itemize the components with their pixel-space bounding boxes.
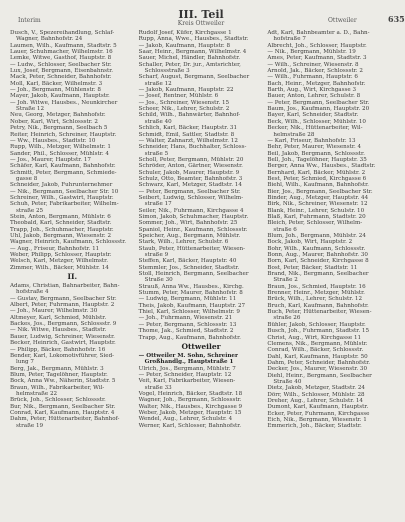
directory-entry: Blum, Peter, Tagelöhner, Hauptstr.: [10, 371, 108, 378]
directory-entry: Walter, Nik., Hausbes., Kirchgasse 9: [138, 403, 243, 410]
entry-continuation: Straße 40: [273, 378, 302, 385]
directory-entry: — Nik., Bergmann, Seelbacher Str. 10: [10, 188, 119, 195]
directory-entry: Stumm, Peter, Maurer, Bahnhofstr. 8: [138, 290, 243, 297]
entry-continuation: hofstraße 4: [16, 289, 49, 296]
entry-continuation: straße 9: [144, 252, 169, 259]
directory-entry: Bonn, Aug., Maurer, Bahnhofstr. 30: [267, 252, 368, 259]
directory-entry: Sommer, Joh., Wirt, Bahnhofstr. 25: [138, 220, 238, 227]
directory-entry: — Jakob, Kaufmann, Hauptstr. 8: [138, 42, 231, 49]
directory-entry: Schmitt, Peter, Bergmann, Schmiede-: [10, 169, 117, 176]
directory-entry: Schäfer, Karl, Kaufmann, Bahnhofstr.: [10, 163, 116, 170]
directory-entry: Behr, Peter, Maurer, Wiesenstr. 4: [267, 144, 362, 151]
directory-entry: Bernhard, Karl, Bäcker, Mühlstr. 2: [267, 169, 366, 176]
directory-entry: — Joh. Witwe, Hausbes., Neunkircher: [10, 99, 118, 106]
directory-entry: Decker, Jos., Maurer, Wiesenstr. 30: [267, 366, 368, 373]
directory-entry: Stark, Wilh., Lehrer, Schulstr. 6: [138, 239, 229, 246]
entry-column-3: [267, 30, 392, 430]
directory-entry: — Joh., Bergmann, Mühlenstr. 8: [10, 87, 101, 94]
entry-continuation: Straße 30: [144, 277, 173, 284]
entry-columns: [10, 30, 392, 430]
directory-entry: Schröder, Anton, Gärtner, Wiesenstr.: [138, 163, 243, 170]
section-heading: Ottweiler: [181, 341, 221, 351]
directory-entry: — Peter, Schneider, Hauptstr. 12: [138, 371, 232, 378]
directory-entry: Neu, Georg, Metzger, Bahnhofstr.: [10, 112, 106, 119]
directory-entry: Becker, Heinrich, Gastwirt, Hauptstr.: [10, 340, 116, 347]
directory-entry: Scheer, Nik., Lehrer, Schulstr. 2: [138, 106, 230, 113]
directory-entry: Ulrich, Jos., Bergmann, Mühlstr. 7: [138, 365, 236, 372]
directory-entry: Diehl, Heinr., Bergmann, Seelbacher: [267, 372, 372, 379]
directory-entry: Conrad, Wilh., Bäcker, Schlossstr.: [267, 347, 364, 354]
directory-entry: — Jos., Schreiner, Wiesenstr. 15: [138, 99, 230, 106]
directory-entry: Christ, Aug., Wirt, Kirchgasse 11: [267, 334, 362, 341]
directory-entry: Reiter, Heinrich, Schreiner, Hauptstr.: [10, 131, 117, 138]
directory-entry: Binder, Aug., Metzger, Hauptstr. 44: [267, 194, 369, 201]
directory-entry: — Wilh., Fuhrmann, Hauptstr. 6: [267, 74, 358, 81]
directory-entry: Dreher, Aug., Lehrer, Schulstr. 14: [267, 397, 363, 404]
directory-entry: Beil, Jakob, Bergmann, Schlossstr.: [267, 150, 365, 157]
directory-entry: Busch, Joh., Fuhrmann, Stadtstr. 15: [267, 328, 370, 335]
directory-entry: Brand, Nik., Bergmann, Seelbacher: [267, 271, 369, 278]
district-subtitle: Kreis Ottweiler: [177, 20, 225, 27]
directory-entry: Adt, Karl, Bahnbeamter a. D., Bahn-: [267, 30, 370, 36]
directory-entry: — Ludwig, Bergmann, Mühlstr. 11: [138, 296, 237, 303]
entry-continuation: straße 25: [16, 207, 44, 214]
directory-entry: Ecker, Peter, Fuhrmann, Kirchgasse: [267, 410, 370, 417]
directory-entry: Dahl, Karl, Kaufmann, Hauptstr. 50: [267, 353, 368, 360]
entry-continuation: Straße 12: [16, 106, 45, 113]
directory-entry: Bohr, Wilh., Kaufmann, Schlossstr.: [267, 245, 366, 252]
directory-entry: Emmerich, Joh., Bäcker, Stadtstr.: [267, 423, 362, 430]
directory-entry: Bayer, Karl, Schneider, Stadtstr.: [267, 112, 359, 119]
directory-entry: Adams, Christian, Bahnarbeiter, Bahn-: [10, 283, 120, 290]
directory-entry: Seibert, Ludwig, Schlosser, Wilhelm-: [138, 194, 244, 201]
entry-column-2: [139, 30, 264, 430]
directory-entry: Bock, Jakob, Wirt, Hauptstr. 2: [267, 239, 353, 246]
directory-entry: — Walter, Zahnarzt, Wilhelmstr. 12: [138, 137, 238, 144]
directory-entry: Dusch, V., Spezereihandlung, Schlaf-: [10, 30, 115, 36]
directory-entry: Brück, Wilh., Lehrer, Schulstr. 12: [267, 296, 363, 303]
directory-entry: Wagner, Joh., Bergmann, Schlossstr.: [138, 397, 242, 404]
directory-entry: Baum, Jos., Kaufmann, Hauptstr. 20: [267, 106, 370, 113]
directory-entry: Schuh, Peter, Fabrikarbeiter, Wilhelm-: [10, 201, 119, 208]
entry-continuation: straße 12: [144, 80, 172, 87]
directory-entry: — Nik., Bergmann, Mühlstr. 19: [267, 49, 356, 56]
directory-entry: Biehl, Wilh., Kaufmann, Bahnhofstr.: [267, 182, 369, 189]
directory-entry: — Ottweiler M. Sohn, Schreiner: [138, 352, 238, 359]
directory-entry: Becker, Nik., Hüttenarbeiter, Wil-: [267, 125, 363, 132]
directory-entry: Mayer, Jakob, Kaufmann, Hauptstr.: [10, 93, 110, 100]
directory-entry: Buch, Peter, Hüttenarbeiter, Wiesen-: [267, 309, 372, 316]
directory-entry: Scharf, August, Bergmann, Seelbacher: [138, 74, 250, 81]
directory-entry: Trapp, Aug., Kaufmann, Bahnhofstr.: [138, 334, 241, 341]
directory-entry: Lemke, Witwe, Gasthof, Hauptstr. 8: [10, 55, 112, 62]
directory-entry: Petry, Nik., Bergmann, Seelbach 5: [10, 125, 108, 132]
entry-continuation: straße 26: [273, 315, 301, 322]
entry-continuation: gasse 8: [16, 175, 38, 182]
directory-entry: Schneider, Jakob, Fuhrunternehmer: [10, 182, 113, 189]
directory-entry: Berger, Anna Ww., Hausbes., Stadtstr.: [267, 163, 376, 170]
directory-entry: Bier, Jos., Bergmann, Seelbacher Str.: [267, 188, 373, 195]
directory-entry: — Peter, Bergmann, Schlossstr. 13: [138, 321, 237, 328]
entry-continuation: straße 33: [144, 384, 172, 391]
directory-entry: Trapp, Joh., Schuhmacher, Hauptstr.: [10, 226, 114, 233]
directory-entry: Bender, Karl, Lokomotivführer, Sied-: [10, 352, 115, 359]
directory-entry: — Philipp, Bäcker, Bahnhofstr. 16: [10, 346, 106, 353]
directory-entry: Eich, Nik., Bergmann, Wiesenstr. 1: [267, 416, 367, 423]
directory-entry: — Joh., Fuhrmann, Wiesenstr. 21: [138, 315, 233, 322]
page-header: [10, 8, 405, 30]
entry-continuation: straße 5: [144, 150, 169, 157]
header-left-label: Interim: [18, 17, 41, 24]
entry-continuation: helmstraße 28: [273, 131, 315, 138]
directory-entry: Dörr, Wilh., Schlosser, Mühlstr. 28: [267, 391, 365, 398]
entry-continuation: hofstraße 7: [273, 36, 306, 43]
directory-entry: Theobald, Karl, Schneider, Stadtstr.: [10, 220, 112, 227]
directory-entry: Blank, Heinr., Lehrer, Schulstr. 10: [267, 207, 365, 214]
directory-entry: Berg, Jak., Bergmann, Mühlstr. 3: [10, 365, 104, 372]
directory-entry: Lauer, Schuhmacher, Wilhelmstr. 16: [10, 49, 113, 56]
directory-entry: Rupp, Anna, Wwe., Hausbes., Stadtstr.: [138, 36, 249, 43]
directory-entry: Blaß, Karl, Fuhrmann, Stadtstr. 20: [267, 213, 366, 220]
directory-entry: — Peter, Bergmann, Seelbacher Str.: [138, 188, 241, 195]
directory-entry: Brenner, Heinr., Metzger, Mühlstr.: [267, 290, 365, 297]
directory-entry: Nober, Karl, Wirt, Schlossstr. 2: [10, 118, 98, 125]
page-number: 635: [388, 14, 405, 24]
entry-continuation: straße 17: [144, 201, 172, 208]
directory-entry: Bost, Peter, Bäcker, Stadtstr. 11: [267, 264, 358, 271]
directory-entry: Braun, Wilh., Fabrikarbeiter, Wil-: [10, 384, 105, 391]
directory-entry: Strauß, Anna Ww., Hausbes., Kirchg.: [138, 283, 244, 290]
directory-entry: — Gustav, Bergmann, Seelbacher Str.: [10, 295, 117, 302]
directory-entry: Birk, Nik., Schreiner, Wiesenstr. 12: [267, 201, 368, 208]
directory-entry: Dahm, Peter, Hüttenarbeiter, Bahnhof-: [10, 416, 120, 423]
directory-entry: Moll, Karl, Bäcker, Wilhelmstr. 3: [10, 80, 103, 87]
directory-entry: Uhl, Jakob, Bergmann, Wiesenstr. 2: [10, 233, 112, 239]
directory-entry: — Ludw., Schlosser, Seelbacher Str.: [10, 61, 112, 68]
directory-entry: Speicher, Aug., Bergmann, Mühlstr.: [138, 233, 241, 239]
directory-entry: Seiler, Nik., Fuhrmann, Kirchgasse 4: [138, 207, 244, 214]
directory-entry: Mack, Peter, Schneider, Bahnhofstr.: [10, 74, 112, 81]
directory-entry: — Josef, Rentner, Mühlstr. 6: [138, 93, 219, 100]
directory-entry: Beck, Wilh., Schlosser, Mühlstr. 10: [267, 118, 366, 125]
directory-entry: Bur, Nik., Bergmann, Seelbacher Str.: [10, 403, 116, 410]
directory-entry: Wagner, Heinrich, Kaufmann, Schlossstr.: [10, 239, 127, 246]
entry-continuation: straße 40: [144, 118, 172, 125]
directory-entry: Thiel, Karl, Schlosser, Wilhelmstr. 9: [138, 309, 240, 316]
part-title: III. Teil: [178, 8, 224, 21]
entry-continuation: straße 19: [16, 422, 44, 429]
directory-entry: — Wilh., Schreiner, Wiesenstr. 8: [267, 61, 359, 68]
directory-entry: Dietz, Jakob, Metzger, Stadtstr. 24: [267, 385, 365, 392]
directory-entry: Sander, Phil., Schlosser, Mühlstr. 4: [10, 150, 109, 157]
directory-entry: — Jakob, Kaufmann, Hauptstr. 22: [138, 87, 234, 94]
directory-entry: Albrecht, Joh., Schlosser, Hauptstr.: [267, 42, 367, 49]
directory-entry: Dahm, Peter, Schneider, Bahnhofstr.: [267, 359, 371, 366]
directory-entry: Steffen, Karl, Bäcker, Hauptstr. 40: [138, 258, 237, 265]
directory-entry: Braun, Jos., Schmied, Hauptstr. 16: [267, 283, 366, 290]
directory-entry: Laumen, Wilh., Kaufmann, Stadtstr. 5: [10, 42, 117, 49]
directory-entry: Arnold, Jak., Bäcker, Schlossstr. 2: [267, 68, 363, 75]
directory-entry: Bock, Anna Ww., Näherin, Stadtstr. 5: [10, 378, 116, 385]
entry-column-1: [10, 30, 135, 430]
directory-entry: Ames, Peter, Kaufmann, Stadtstr. 3: [267, 55, 367, 62]
directory-entry: Schild, Wilh., Bahnwärter, Bahnhof-: [138, 112, 241, 119]
directory-entry: Stein, Anton, Bergmann, Mühlstr. 6: [10, 213, 111, 220]
directory-entry: Zimmer, Wilh., Bäcker, Mühlstr. 14: [10, 264, 109, 271]
directory-entry: Welsch, Karl, Metzger, Wilhelmstr.: [10, 258, 109, 265]
directory-entry: Rupp, Wilh., Metzger, Wilhelmstr. 1: [10, 144, 111, 151]
directory-entry: Brück, Joh., Schlosser, Schlossstr.: [10, 397, 106, 404]
header-right-label: Ottweiler: [328, 17, 357, 24]
directory-entry: — Karl, Friseur, Bahnhofstr. 13: [267, 137, 356, 144]
directory-entry: — Joh., Maurer, Wilhelmstr. 30: [10, 308, 98, 315]
entry-continuation: helmstraße 22: [16, 390, 58, 397]
directory-entry: Simon, Jakob, Schuhmacher, Hauptstr.: [138, 213, 249, 220]
directory-entry: Bauer, Ludwig, Schreiner, Wiesenstr.: [10, 333, 115, 340]
directory-entry: Bauer, Anton, Lehrer, Schulstr. 8: [267, 93, 361, 100]
section-heading: II.: [67, 272, 78, 282]
directory-entry: — Jos., Maurer, Hauptstr. 17: [10, 156, 91, 163]
directory-entry: Barth, Aug., Wirt, Kirchgasse 3: [267, 87, 357, 94]
directory-entry: Stemmler, Jos., Schneider, Stadtstr.: [138, 264, 240, 271]
entry-continuation: Großhandlg., Hauptstraße 1: [144, 359, 234, 366]
directory-entry: Altmeyer, Karl, Schmied, Mühlstr.: [10, 314, 107, 321]
directory-entry: Blum, Joh., Bergmann, Mühlstr. 24: [267, 233, 366, 239]
entry-continuation: Schlossstraße 3: [144, 68, 190, 75]
directory-entry: Conrad, Karl, Kaufmann, Hauptstr. 4: [10, 409, 115, 416]
entry-continuation: lung 7: [16, 359, 34, 366]
directory-entry: Schreiner, Wilh., Gastwirt, Hauptstr.: [10, 194, 114, 201]
directory-entry: — Aug., Friseur, Bahnhofstr. 11: [10, 245, 100, 252]
directory-entry: Born, Karl, Schneider, Kirchgasse 8: [267, 258, 369, 265]
directory-entry: Staub, Peter, Hüttenarbeiter, Wiesen-: [138, 245, 245, 252]
directory-entry: Dumont, Karl, Kaufmann, Hauptstr.: [267, 404, 369, 411]
directory-entry: Lux, Josef, Bergmann, Eisenbahnstr.: [10, 68, 114, 75]
directory-entry: Schwarz, Karl, Metzger, Stadtstr. 14: [138, 182, 242, 189]
directory-entry: Sauer, Michel, Händler, Bahnhofstr.: [138, 55, 241, 62]
directory-entry: Weber, Philipp, Schlosser, Hauptstr.: [10, 252, 112, 259]
directory-entry: Wendel, Aug., Lehrer, Schulstr. 4: [138, 416, 233, 423]
entry-continuation: Wagner, Bahnhofstr. 24: [16, 36, 83, 43]
directory-entry: — Nik. Witwe, Hausbes., Stadtstr.: [10, 327, 107, 334]
directory-entry: Schlich, Karl, Bäcker, Hauptstr. 31: [138, 125, 238, 132]
directory-entry: Spaniol, Heinr., Kaufmann, Schlossstr.: [138, 226, 248, 233]
directory-entry: Stoll, Heinrich, Bergmann, Seelbacher: [138, 271, 249, 278]
directory-entry: Saar, Heinr., Bergmann, Wilhelmstr. 4: [138, 49, 247, 56]
directory-entry: Schulz, Otto, Beamter, Bahnhofstr. 3: [138, 175, 243, 182]
directory-entry: Bleich, Peter, Schlosser, Wilhelm-: [267, 220, 363, 227]
directory-entry: Schaller, Peter, Dr. jur., Amtsrichter,: [138, 61, 241, 68]
entry-continuation: straße 6: [273, 226, 297, 233]
directory-entry: Best, Peter, Schmied, Kirchgasse 6: [267, 175, 367, 182]
directory-entry: Albert, Peter, Fuhrmann, Hauptstr. 2: [10, 302, 115, 309]
directory-entry: Weber, Jakob, Metzger, Hauptstr. 15: [138, 409, 242, 416]
directory-entry: Rudolf Josef, Küfer, Kirchgasse 1: [138, 30, 232, 36]
directory-entry: Veit, Karl, Fabrikarbeiter, Wiesen-: [138, 378, 236, 385]
directory-entry: Werner, Karl, Schlosser, Bahnhofstr.: [138, 422, 242, 429]
directory-entry: Schuler, Jakob, Maurer, Hauptstr. 9: [138, 169, 240, 176]
directory-entry: Vogel, Heinrich, Bäcker, Stadtstr. 18: [138, 390, 243, 397]
directory-entry: Backes, Jos., Bergmann, Schlossstr. 9: [10, 321, 117, 328]
entry-continuation: Straße 2: [273, 277, 298, 284]
directory-entry: Scholl, Peter, Bergmann, Mühlstr. 20: [138, 156, 244, 163]
directory-entry: Clemens, Nik., Bergmann, Mühlstr.: [267, 340, 368, 347]
directory-entry: — Ww., Hausbes., Stadtstr. 10: [10, 137, 96, 144]
directory-entry: Theis, Jakob, Kaufmann, Hauptstr. 27: [138, 302, 246, 309]
directory-entry: Bach, Heinr., Metzger, Bahnhofstr.: [267, 80, 366, 87]
directory-entry: Bühler, Jakob, Schlosser, Hauptstr.: [267, 321, 366, 328]
directory-entry: Schneider, Hans, Buchhalter, Schloss-: [138, 144, 247, 151]
directory-entry: Thome, Jak., Schmied, Stadtstr. 2: [138, 328, 234, 335]
directory-entry: — Peter, Bergmann, Seelbacher Str.: [267, 99, 370, 106]
directory-entry: Bruch, Karl, Kaufmann, Bahnhofstr.: [267, 302, 369, 309]
directory-entry: Bell, Joh., Tagelöhner, Hauptstr. 35: [267, 156, 367, 163]
directory-entry: Schmidt, Emil, Sattler, Stadtstr. 8: [138, 131, 235, 138]
